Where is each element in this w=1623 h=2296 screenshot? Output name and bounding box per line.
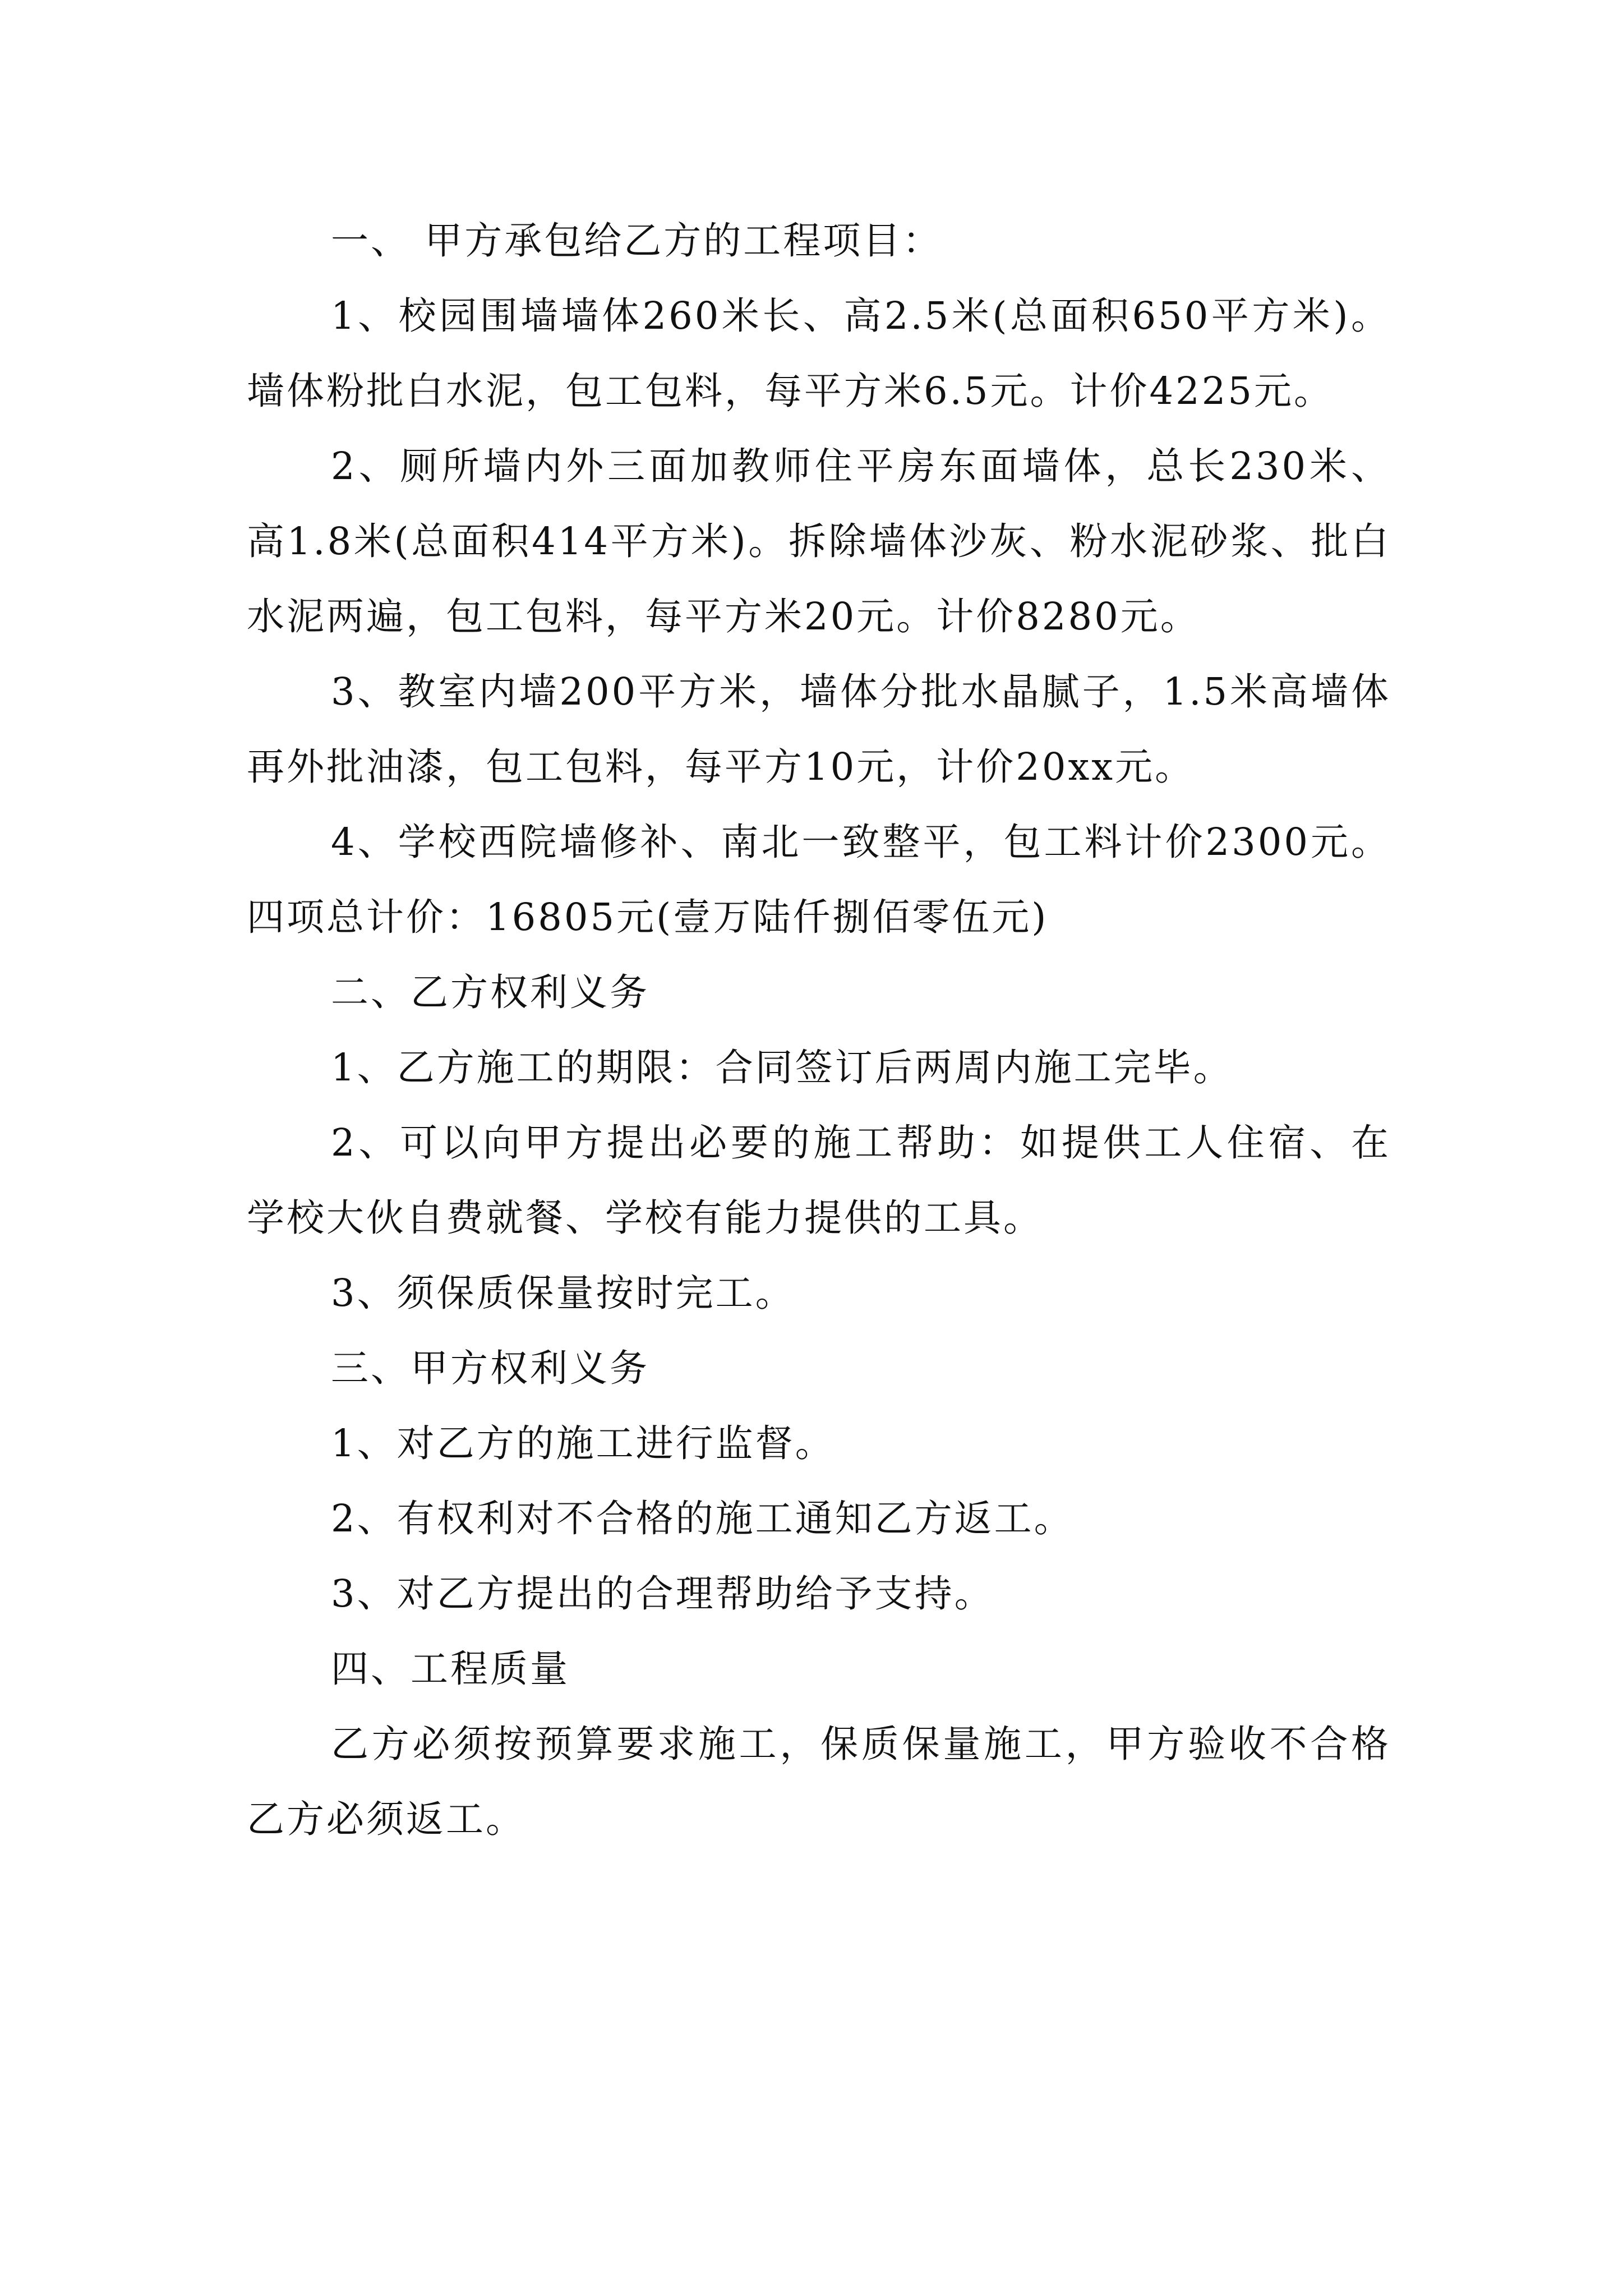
section-heading-3: 三、甲方权利义务 <box>331 1346 649 1390</box>
paragraph-item-2-1: 1、乙方施工的期限：合同签订后两周内施工完毕。 <box>331 1046 1233 1089</box>
paragraph-item-3-2: 2、有权利对不合格的施工通知乙方返工。 <box>331 1497 1074 1540</box>
paragraph-item-1-1: 1、校园围墙墙体260米长、高2.5米(总面积650平方米)。墙体粉批白水泥，包工包料，每平方米6.5元。计价4225元。 <box>247 294 1391 413</box>
paragraph-quality: 乙方必须按预算要求施工，保质保量施工，甲方验收不合格乙方必须返工。 <box>247 1722 1391 1841</box>
paragraph-item-1-2: 2、厕所墙内外三面加教师住平房东面墙体，总长230米、高1.8米(总面积414平方米)。拆除墙体沙灰、粉水泥砂浆、批白水泥两遍，包工包料，每平方米20元。计价8280元。 <box>247 444 1391 638</box>
paragraph-item-3-3: 3、对乙方提出的合理帮助给予支持。 <box>331 1572 994 1616</box>
paragraph-item-1-4: 4、学校西院墙修补、南北一致整平，包工料计价2300元。四项总计价：16805元(壹万陆仟捌佰零伍元) <box>247 820 1391 939</box>
paragraph-item-3-1: 1、对乙方的施工进行监督。 <box>331 1421 835 1465</box>
section-heading-2: 二、乙方权利义务 <box>331 970 649 1014</box>
section-heading-4: 四、工程质量 <box>331 1647 570 1691</box>
paragraph-item-2-3: 3、须保质保量按时完工。 <box>331 1271 795 1315</box>
section-heading-1: 一、 甲方承包给乙方的工程项目： <box>331 219 943 263</box>
document-body <box>247 203 1391 1857</box>
paragraph-item-2-2: 2、可以向甲方提出必要的施工帮助：如提供工人住宿、在学校大伙自费就餐、学校有能力提供的工具。 <box>247 1121 1391 1240</box>
paragraph-item-1-3: 3、教室内墙200平方米，墙体分批水晶腻子，1.5米高墙体再外批油漆，包工包料，每平方10元，计价20xx元。 <box>247 670 1391 789</box>
